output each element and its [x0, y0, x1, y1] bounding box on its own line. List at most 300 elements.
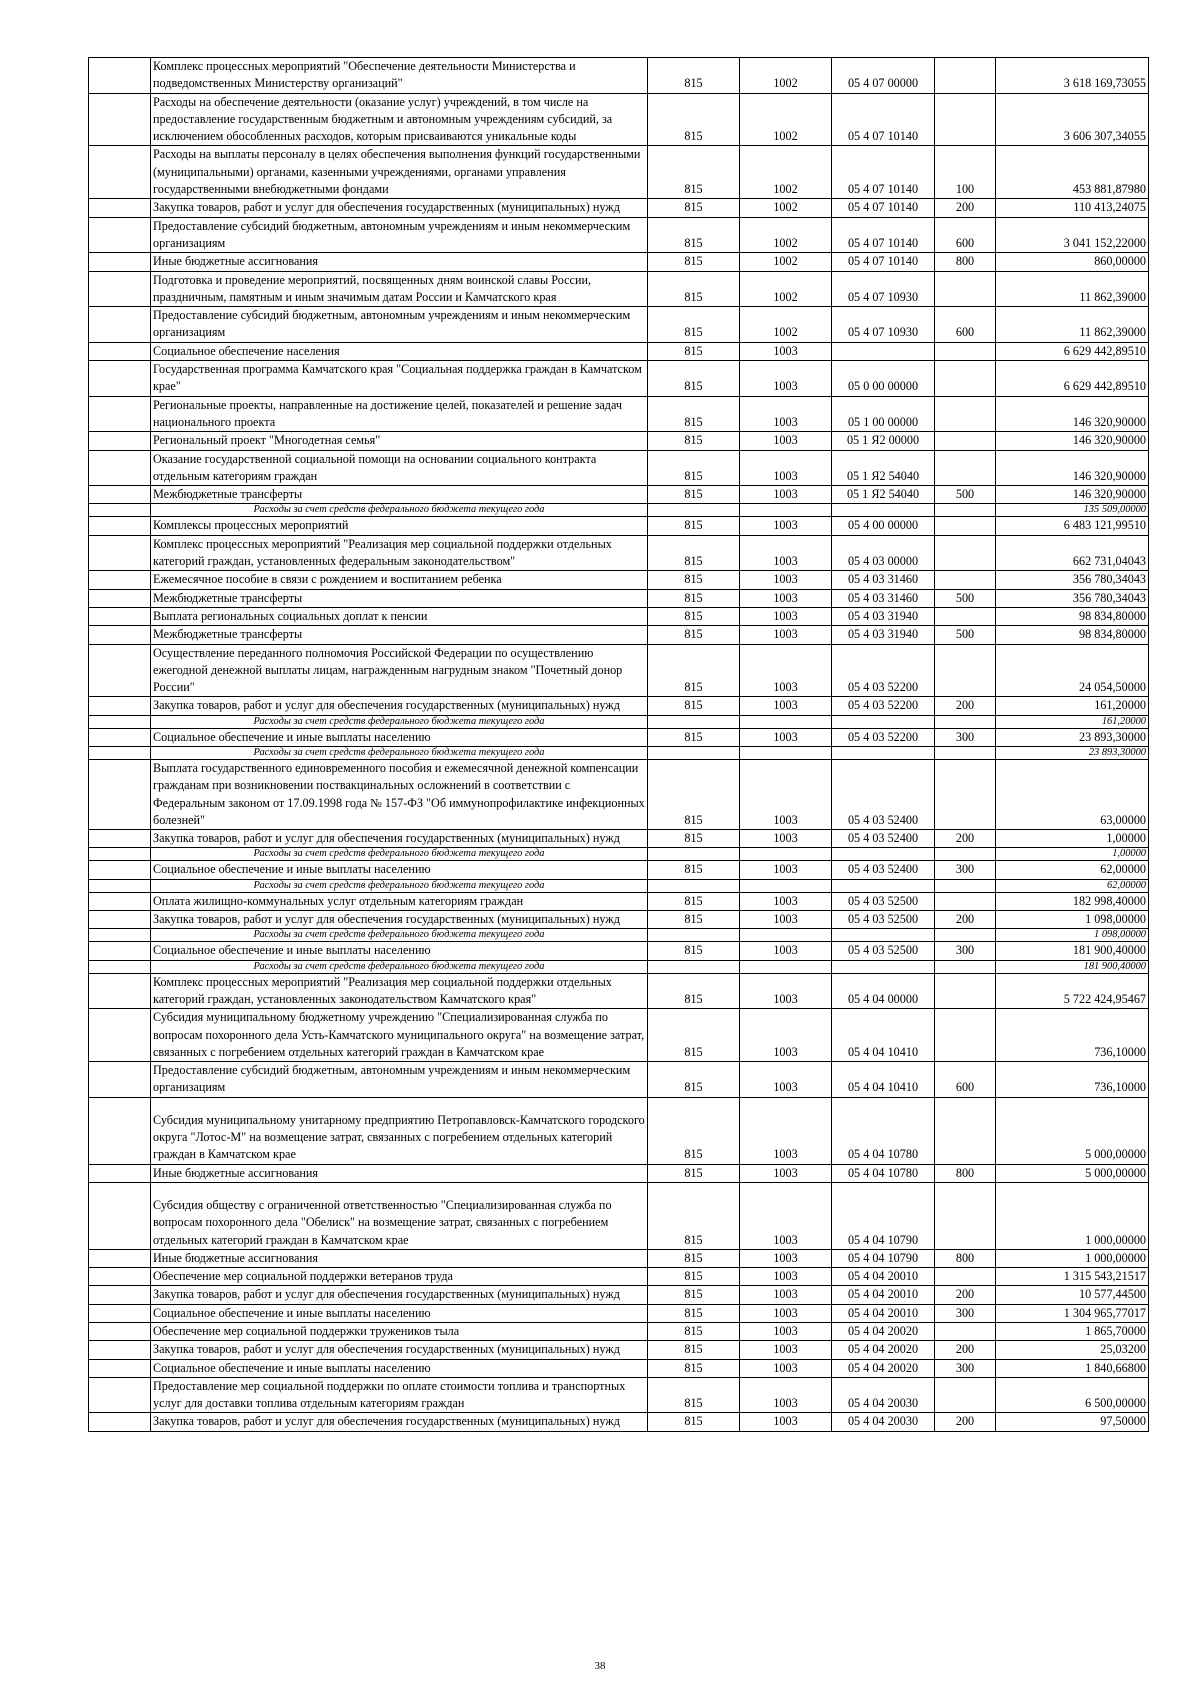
budget-table-body: [89, 58, 1149, 1432]
row-target-article-cell: 05 4 07 10930: [832, 307, 935, 343]
row-grbs-cell: [648, 504, 740, 517]
row-target-article-cell: 05 4 04 00000: [832, 973, 935, 1009]
row-blank-cell: [89, 728, 151, 746]
table-row: [89, 626, 1149, 644]
row-amount-cell: 356 780,34043: [996, 589, 1149, 607]
row-amount-cell: 161,20000: [996, 715, 1149, 728]
row-amount-cell: 97,50000: [996, 1413, 1149, 1431]
row-expense-type-cell: [935, 929, 996, 942]
row-name-cell: Региональный проект "Многодетная семья": [151, 432, 648, 450]
row-grbs-cell: 815: [648, 861, 740, 879]
table-row: [89, 607, 1149, 625]
row-blank-cell: [89, 1304, 151, 1322]
row-name-cell: Региональные проекты, направленные на достижение целей, показателей и решение задач национального проекта: [151, 396, 648, 432]
row-grbs-cell: [648, 848, 740, 861]
row-grbs-cell: 815: [648, 396, 740, 432]
row-target-article-cell: 05 4 04 20030: [832, 1413, 935, 1431]
page-number: 38: [594, 1660, 606, 1672]
row-grbs-cell: 815: [648, 93, 740, 146]
row-blank-cell: [89, 1164, 151, 1182]
row-section-cell: 1003: [740, 1341, 832, 1359]
row-blank-cell: [89, 571, 151, 589]
row-amount-cell: 860,00000: [996, 253, 1149, 271]
row-section-cell: 1002: [740, 58, 832, 94]
row-expense-type-cell: [935, 432, 996, 450]
row-amount-cell: 1 865,70000: [996, 1323, 1149, 1341]
row-amount-cell: 1 098,00000: [996, 929, 1149, 942]
row-section-cell: [740, 929, 832, 942]
row-grbs-cell: 815: [648, 271, 740, 307]
row-blank-cell: [89, 504, 151, 517]
row-section-cell: 1003: [740, 1286, 832, 1304]
row-amount-cell: 181 900,40000: [996, 942, 1149, 960]
row-expense-type-cell: [935, 271, 996, 307]
row-amount-cell: 1 098,00000: [996, 911, 1149, 929]
row-amount-cell: 3 618 169,73055: [996, 58, 1149, 94]
row-expense-type-cell: [935, 848, 996, 861]
table-row: [89, 307, 1149, 343]
row-name-cell: Закупка товаров, работ и услуг для обеспечения государственных (муниципальных) нужд: [151, 911, 648, 929]
row-grbs-cell: 815: [648, 644, 740, 697]
table-row: [89, 253, 1149, 271]
row-name-cell: Межбюджетные трансферты: [151, 626, 648, 644]
table-row: [89, 146, 1149, 199]
row-amount-cell: 1 000,00000: [996, 1182, 1149, 1249]
row-target-article-cell: [832, 746, 935, 759]
row-blank-cell: [89, 759, 151, 829]
row-section-cell: 1003: [740, 626, 832, 644]
row-section-cell: 1003: [740, 1097, 832, 1164]
row-grbs-cell: 815: [648, 759, 740, 829]
row-name-cell: Социальное обеспечение и иные выплаты населению: [151, 728, 648, 746]
row-name-cell: Субсидия муниципальному унитарному предприятию Петропавловск-Камчатского городского округа "Лотос-М" на возмещение затрат, связанных с погребением отдельных категорий граждан в Камчатском крае: [151, 1097, 648, 1164]
row-target-article-cell: 05 1 Я2 54040: [832, 450, 935, 486]
row-amount-cell: 146 320,90000: [996, 432, 1149, 450]
row-blank-cell: [89, 432, 151, 450]
row-blank-cell: [89, 1062, 151, 1098]
row-section-cell: 1003: [740, 486, 832, 504]
row-blank-cell: [89, 589, 151, 607]
row-expense-type-cell: [935, 504, 996, 517]
row-grbs-cell: 815: [648, 199, 740, 217]
row-expense-type-cell: 200: [935, 830, 996, 848]
row-section-cell: 1002: [740, 217, 832, 253]
row-expense-type-cell: 600: [935, 217, 996, 253]
row-blank-cell: [89, 1359, 151, 1377]
table-row: [89, 942, 1149, 960]
row-amount-cell: 98 834,80000: [996, 607, 1149, 625]
row-expense-type-cell: 200: [935, 1286, 996, 1304]
table-row: [89, 58, 1149, 94]
row-target-article-cell: 05 4 03 00000: [832, 535, 935, 571]
row-amount-cell: 24 054,50000: [996, 644, 1149, 697]
row-target-article-cell: 05 0 00 00000: [832, 361, 935, 397]
row-section-cell: 1003: [740, 1323, 832, 1341]
row-name-cell: Комплекс процессных мероприятий "Обеспечение деятельности Министерства и подведомственных Министерству организаций": [151, 58, 648, 94]
row-section-cell: 1003: [740, 432, 832, 450]
row-name-cell: Расходы за счет средств федерального бюджета текущего года: [151, 879, 648, 892]
federal-funds-row: [89, 879, 1149, 892]
row-amount-cell: 62,00000: [996, 879, 1149, 892]
row-section-cell: 1003: [740, 1359, 832, 1377]
row-expense-type-cell: [935, 396, 996, 432]
row-name-cell: Комплекс процессных мероприятий "Реализация мер социальной поддержки отдельных категорий граждан, установленных законодательством Камчатского края": [151, 973, 648, 1009]
row-name-cell: Социальное обеспечение и иные выплаты населению: [151, 1359, 648, 1377]
federal-funds-row: [89, 848, 1149, 861]
row-name-cell: Социальное обеспечение и иные выплаты населению: [151, 861, 648, 879]
row-blank-cell: [89, 517, 151, 535]
row-name-cell: Выплата государственного единовременного пособия и ежемесячной денежной компенсации гражданам при возникновении поствакцинальных осложнений в соответствии с Федеральным законом от 17.09.1998 года № 157-ФЗ "Об иммунопрофилактике инфекционных болезней": [151, 759, 648, 829]
table-row: [89, 199, 1149, 217]
row-grbs-cell: 815: [648, 217, 740, 253]
row-section-cell: [740, 848, 832, 861]
federal-funds-row: [89, 746, 1149, 759]
row-amount-cell: 11 862,39000: [996, 307, 1149, 343]
row-section-cell: 1003: [740, 1249, 832, 1267]
row-amount-cell: 62,00000: [996, 861, 1149, 879]
row-target-article-cell: 05 4 00 00000: [832, 517, 935, 535]
row-blank-cell: [89, 942, 151, 960]
row-target-article-cell: 05 4 04 20010: [832, 1286, 935, 1304]
row-grbs-cell: [648, 879, 740, 892]
row-amount-cell: 146 320,90000: [996, 396, 1149, 432]
row-expense-type-cell: [935, 342, 996, 360]
row-blank-cell: [89, 1286, 151, 1304]
row-grbs-cell: 815: [648, 450, 740, 486]
row-name-cell: Предоставление мер социальной поддержки по оплате стоимости топлива и транспортных услуг для доставки топлива отдельным категориям граждан: [151, 1377, 648, 1413]
row-target-article-cell: 05 4 07 10140: [832, 93, 935, 146]
row-grbs-cell: 815: [648, 1097, 740, 1164]
row-section-cell: [740, 715, 832, 728]
row-blank-cell: [89, 199, 151, 217]
row-target-article-cell: 05 4 03 52200: [832, 644, 935, 697]
federal-funds-row: [89, 715, 1149, 728]
row-name-cell: Государственная программа Камчатского края "Социальная поддержка граждан в Камчатском крае": [151, 361, 648, 397]
row-section-cell: 1003: [740, 697, 832, 715]
table-row: [89, 1286, 1149, 1304]
row-blank-cell: [89, 746, 151, 759]
row-expense-type-cell: 600: [935, 307, 996, 343]
row-target-article-cell: [832, 504, 935, 517]
row-name-cell: Расходы на обеспечение деятельности (оказание услуг) учреждений, в том числе на предоставление государственным бюджетным и автономным учреждениям субсидий, за исключением обособленных расходов, которым присваиваются уникальные коды: [151, 93, 648, 146]
row-amount-cell: 98 834,80000: [996, 626, 1149, 644]
row-amount-cell: 23 893,30000: [996, 728, 1149, 746]
row-grbs-cell: 815: [648, 1009, 740, 1062]
row-target-article-cell: 05 4 07 00000: [832, 58, 935, 94]
row-name-cell: Расходы на выплаты персоналу в целях обеспечения выполнения функций государственными (муниципальными) органами, казенными учреждениями, органами управления государственными внебюджетными фондами: [151, 146, 648, 199]
row-blank-cell: [89, 626, 151, 644]
row-grbs-cell: 815: [648, 486, 740, 504]
table-row: [89, 486, 1149, 504]
row-target-article-cell: 05 4 04 10780: [832, 1164, 935, 1182]
row-target-article-cell: 05 4 04 20010: [832, 1304, 935, 1322]
row-grbs-cell: 815: [648, 1249, 740, 1267]
row-name-cell: Закупка товаров, работ и услуг для обеспечения государственных (муниципальных) нужд: [151, 1286, 648, 1304]
row-target-article-cell: 05 4 03 52400: [832, 830, 935, 848]
row-amount-cell: 1 840,66800: [996, 1359, 1149, 1377]
row-grbs-cell: 815: [648, 1062, 740, 1098]
row-name-cell: Расходы за счет средств федерального бюджета текущего года: [151, 504, 648, 517]
row-section-cell: 1003: [740, 728, 832, 746]
row-expense-type-cell: [935, 93, 996, 146]
row-grbs-cell: 815: [648, 942, 740, 960]
row-expense-type-cell: 500: [935, 589, 996, 607]
row-expense-type-cell: [935, 1097, 996, 1164]
row-amount-cell: 6 629 442,89510: [996, 361, 1149, 397]
row-name-cell: Иные бюджетные ассигнования: [151, 1164, 648, 1182]
table-row: [89, 697, 1149, 715]
row-blank-cell: [89, 271, 151, 307]
row-target-article-cell: 05 4 04 20030: [832, 1377, 935, 1413]
row-expense-type-cell: [935, 1323, 996, 1341]
federal-funds-row: [89, 929, 1149, 942]
row-grbs-cell: 815: [648, 1377, 740, 1413]
row-grbs-cell: 815: [648, 146, 740, 199]
row-target-article-cell: [832, 342, 935, 360]
row-section-cell: 1003: [740, 517, 832, 535]
row-target-article-cell: 05 1 Я2 00000: [832, 432, 935, 450]
row-blank-cell: [89, 307, 151, 343]
row-expense-type-cell: [935, 973, 996, 1009]
row-grbs-cell: 815: [648, 307, 740, 343]
row-section-cell: 1003: [740, 589, 832, 607]
row-grbs-cell: 815: [648, 626, 740, 644]
row-amount-cell: 11 862,39000: [996, 271, 1149, 307]
row-amount-cell: 1 315 543,21517: [996, 1268, 1149, 1286]
row-expense-type-cell: [935, 715, 996, 728]
row-target-article-cell: 05 4 03 52500: [832, 911, 935, 929]
row-grbs-cell: 815: [648, 1304, 740, 1322]
row-blank-cell: [89, 879, 151, 892]
row-amount-cell: 736,10000: [996, 1062, 1149, 1098]
row-section-cell: 1003: [740, 607, 832, 625]
row-name-cell: Подготовка и проведение мероприятий, посвященных дням воинской славы России, праздничным, памятным и иным значимым датам России и Камчатского края: [151, 271, 648, 307]
table-row: [89, 271, 1149, 307]
row-name-cell: Межбюджетные трансферты: [151, 589, 648, 607]
table-row: [89, 1182, 1149, 1249]
row-name-cell: Комплекс процессных мероприятий "Реализация мер социальной поддержки отдельных категорий граждан, установленных федеральным законодательством": [151, 535, 648, 571]
table-row: [89, 892, 1149, 910]
row-blank-cell: [89, 848, 151, 861]
row-target-article-cell: [832, 879, 935, 892]
row-grbs-cell: 815: [648, 432, 740, 450]
row-expense-type-cell: [935, 571, 996, 589]
row-target-article-cell: 05 4 03 52500: [832, 892, 935, 910]
row-section-cell: 1003: [740, 1268, 832, 1286]
row-name-cell: Субсидия муниципальному бюджетному учреждению "Специализированная служба по вопросам похоронного дела Усть-Камчатского муниципального округа" на возмещение затрат, связанных с погребением отдельных категорий граждан в Камчатском крае: [151, 1009, 648, 1062]
row-expense-type-cell: [935, 607, 996, 625]
row-grbs-cell: 815: [648, 830, 740, 848]
row-grbs-cell: 815: [648, 697, 740, 715]
row-grbs-cell: 815: [648, 342, 740, 360]
table-row: [89, 1304, 1149, 1322]
table-row: [89, 861, 1149, 879]
row-section-cell: 1003: [740, 1413, 832, 1431]
row-blank-cell: [89, 1413, 151, 1431]
table-row: [89, 973, 1149, 1009]
row-name-cell: Закупка товаров, работ и услуг для обеспечения государственных (муниципальных) нужд: [151, 1341, 648, 1359]
row-target-article-cell: [832, 960, 935, 973]
row-section-cell: 1002: [740, 199, 832, 217]
budget-table: [88, 57, 1149, 1432]
row-amount-cell: 6 483 121,99510: [996, 517, 1149, 535]
row-grbs-cell: 815: [648, 1268, 740, 1286]
row-blank-cell: [89, 146, 151, 199]
row-section-cell: 1003: [740, 644, 832, 697]
row-target-article-cell: 05 4 04 20020: [832, 1341, 935, 1359]
row-section-cell: 1002: [740, 146, 832, 199]
row-section-cell: 1003: [740, 1062, 832, 1098]
row-target-article-cell: 05 4 04 20020: [832, 1359, 935, 1377]
row-amount-cell: 1,00000: [996, 848, 1149, 861]
row-target-article-cell: 05 4 07 10140: [832, 146, 935, 199]
row-expense-type-cell: 600: [935, 1062, 996, 1098]
table-row: [89, 1097, 1149, 1164]
row-name-cell: Иные бюджетные ассигнования: [151, 253, 648, 271]
row-expense-type-cell: [935, 517, 996, 535]
row-blank-cell: [89, 1323, 151, 1341]
row-target-article-cell: 05 4 04 10790: [832, 1182, 935, 1249]
row-amount-cell: 736,10000: [996, 1009, 1149, 1062]
row-name-cell: Расходы за счет средств федерального бюджета текущего года: [151, 715, 648, 728]
row-name-cell: Комплексы процессных мероприятий: [151, 517, 648, 535]
row-blank-cell: [89, 396, 151, 432]
row-name-cell: Ежемесячное пособие в связи с рождением и воспитанием ребенка: [151, 571, 648, 589]
row-target-article-cell: 05 4 03 31940: [832, 607, 935, 625]
table-row: [89, 1323, 1149, 1341]
table-row: [89, 1062, 1149, 1098]
row-target-article-cell: 05 4 07 10140: [832, 217, 935, 253]
row-grbs-cell: 815: [648, 1341, 740, 1359]
table-row: [89, 1164, 1149, 1182]
row-blank-cell: [89, 715, 151, 728]
row-amount-cell: 5 000,00000: [996, 1097, 1149, 1164]
row-target-article-cell: 05 4 04 10780: [832, 1097, 935, 1164]
row-section-cell: 1003: [740, 1164, 832, 1182]
row-expense-type-cell: [935, 535, 996, 571]
row-grbs-cell: 815: [648, 1359, 740, 1377]
row-expense-type-cell: [935, 879, 996, 892]
row-target-article-cell: 05 4 04 20020: [832, 1323, 935, 1341]
row-grbs-cell: 815: [648, 361, 740, 397]
row-amount-cell: 5 000,00000: [996, 1164, 1149, 1182]
row-blank-cell: [89, 697, 151, 715]
row-grbs-cell: 815: [648, 58, 740, 94]
row-amount-cell: 453 881,87980: [996, 146, 1149, 199]
row-expense-type-cell: 500: [935, 626, 996, 644]
row-name-cell: Предоставление субсидий бюджетным, автономным учреждениям и иным некоммерческим организациям: [151, 307, 648, 343]
row-section-cell: 1003: [740, 973, 832, 1009]
row-section-cell: [740, 879, 832, 892]
row-section-cell: 1003: [740, 759, 832, 829]
table-row: [89, 450, 1149, 486]
table-row: [89, 728, 1149, 746]
row-grbs-cell: 815: [648, 1182, 740, 1249]
row-name-cell: Закупка товаров, работ и услуг для обеспечения государственных (муниципальных) нужд: [151, 697, 648, 715]
row-expense-type-cell: 800: [935, 253, 996, 271]
row-blank-cell: [89, 58, 151, 94]
table-row: [89, 217, 1149, 253]
row-amount-cell: 1 304 965,77017: [996, 1304, 1149, 1322]
row-target-article-cell: 05 4 03 52500: [832, 942, 935, 960]
row-expense-type-cell: 300: [935, 728, 996, 746]
row-expense-type-cell: [935, 1182, 996, 1249]
row-name-cell: Оказание государственной социальной помощи на основании социального контракта отдельным категориям граждан: [151, 450, 648, 486]
row-expense-type-cell: 500: [935, 486, 996, 504]
row-grbs-cell: [648, 929, 740, 942]
row-target-article-cell: 05 4 04 10410: [832, 1062, 935, 1098]
row-name-cell: Расходы за счет средств федерального бюджета текущего года: [151, 848, 648, 861]
row-blank-cell: [89, 830, 151, 848]
table-row: [89, 759, 1149, 829]
row-section-cell: 1003: [740, 450, 832, 486]
row-target-article-cell: 05 4 04 10410: [832, 1009, 935, 1062]
row-section-cell: 1003: [740, 1377, 832, 1413]
row-section-cell: 1003: [740, 396, 832, 432]
row-section-cell: 1003: [740, 361, 832, 397]
row-amount-cell: 1 000,00000: [996, 1249, 1149, 1267]
row-section-cell: 1003: [740, 535, 832, 571]
row-target-article-cell: [832, 848, 935, 861]
row-grbs-cell: 815: [648, 253, 740, 271]
row-expense-type-cell: 300: [935, 942, 996, 960]
row-blank-cell: [89, 1268, 151, 1286]
table-row: [89, 589, 1149, 607]
row-name-cell: Расходы за счет средств федерального бюджета текущего года: [151, 960, 648, 973]
row-grbs-cell: [648, 746, 740, 759]
federal-funds-row: [89, 504, 1149, 517]
row-expense-type-cell: 200: [935, 1341, 996, 1359]
row-expense-type-cell: [935, 361, 996, 397]
table-row: [89, 1341, 1149, 1359]
row-expense-type-cell: [935, 1009, 996, 1062]
row-amount-cell: 3 606 307,34055: [996, 93, 1149, 146]
row-grbs-cell: 815: [648, 973, 740, 1009]
row-expense-type-cell: [935, 1268, 996, 1286]
row-amount-cell: 25,03200: [996, 1341, 1149, 1359]
row-grbs-cell: 815: [648, 535, 740, 571]
row-grbs-cell: 815: [648, 1164, 740, 1182]
row-name-cell: Обеспечение мер социальной поддержки тружеников тыла: [151, 1323, 648, 1341]
row-expense-type-cell: [935, 746, 996, 759]
federal-funds-row: [89, 960, 1149, 973]
row-amount-cell: 63,00000: [996, 759, 1149, 829]
row-name-cell: Предоставление субсидий бюджетным, автономным учреждениям и иным некоммерческим организациям: [151, 1062, 648, 1098]
row-blank-cell: [89, 861, 151, 879]
row-section-cell: 1002: [740, 271, 832, 307]
row-amount-cell: 662 731,04043: [996, 535, 1149, 571]
table-row: [89, 517, 1149, 535]
row-section-cell: [740, 960, 832, 973]
row-section-cell: 1003: [740, 1304, 832, 1322]
row-section-cell: 1003: [740, 911, 832, 929]
row-blank-cell: [89, 1182, 151, 1249]
row-blank-cell: [89, 973, 151, 1009]
row-expense-type-cell: 300: [935, 861, 996, 879]
row-target-article-cell: 05 4 03 31940: [832, 626, 935, 644]
row-name-cell: Обеспечение мер социальной поддержки ветеранов труда: [151, 1268, 648, 1286]
row-expense-type-cell: 300: [935, 1359, 996, 1377]
row-name-cell: Закупка товаров, работ и услуг для обеспечения государственных (муниципальных) нужд: [151, 199, 648, 217]
row-amount-cell: 5 722 424,95467: [996, 973, 1149, 1009]
row-name-cell: Расходы за счет средств федерального бюджета текущего года: [151, 746, 648, 759]
row-blank-cell: [89, 1249, 151, 1267]
row-amount-cell: 6 629 442,89510: [996, 342, 1149, 360]
row-amount-cell: 146 320,90000: [996, 486, 1149, 504]
row-blank-cell: [89, 253, 151, 271]
row-section-cell: 1003: [740, 892, 832, 910]
row-amount-cell: 10 577,44500: [996, 1286, 1149, 1304]
